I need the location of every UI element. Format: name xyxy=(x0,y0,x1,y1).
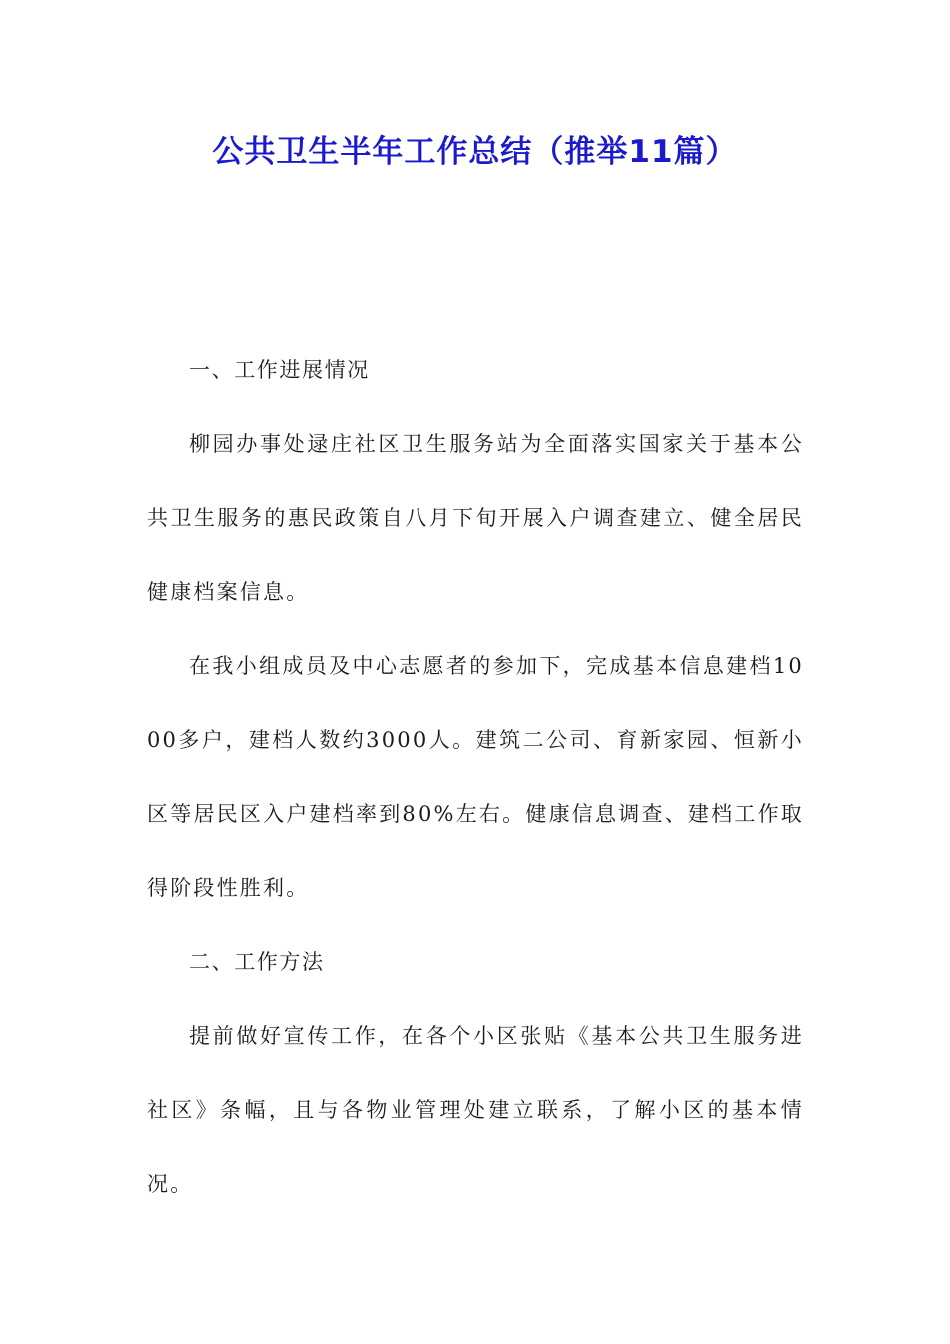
section-heading-progress: 一、工作进展情况 xyxy=(189,358,370,382)
paragraph-archive-results: 在我小组成员及中心志愿者的参加下，完成基本信息建档1000多户，建档人数约3000人。建筑二公司、育新家园、恒新小区等居民区入户建档率到80%左右。健康信息调查、建档工作取得阶段性胜利。 xyxy=(147,654,804,900)
section-heading-methods: 二、工作方法 xyxy=(189,950,325,974)
paragraph-service-station: 柳园办事处逯庄社区卫生服务站为全面落实国家关于基本公共卫生服务的惠民政策自八月下旬开展入户调查建立、健全居民健康档案信息。 xyxy=(147,432,804,604)
paragraph-publicity: 提前做好宣传工作，在各个小区张贴《基本公共卫生服务进社区》条幅，且与各物业管理处建立联系，了解小区的基本情况。 xyxy=(147,1024,804,1196)
document-body xyxy=(147,333,804,1221)
document-title: 公共卫生半年工作总结（推举11篇） xyxy=(212,134,738,170)
